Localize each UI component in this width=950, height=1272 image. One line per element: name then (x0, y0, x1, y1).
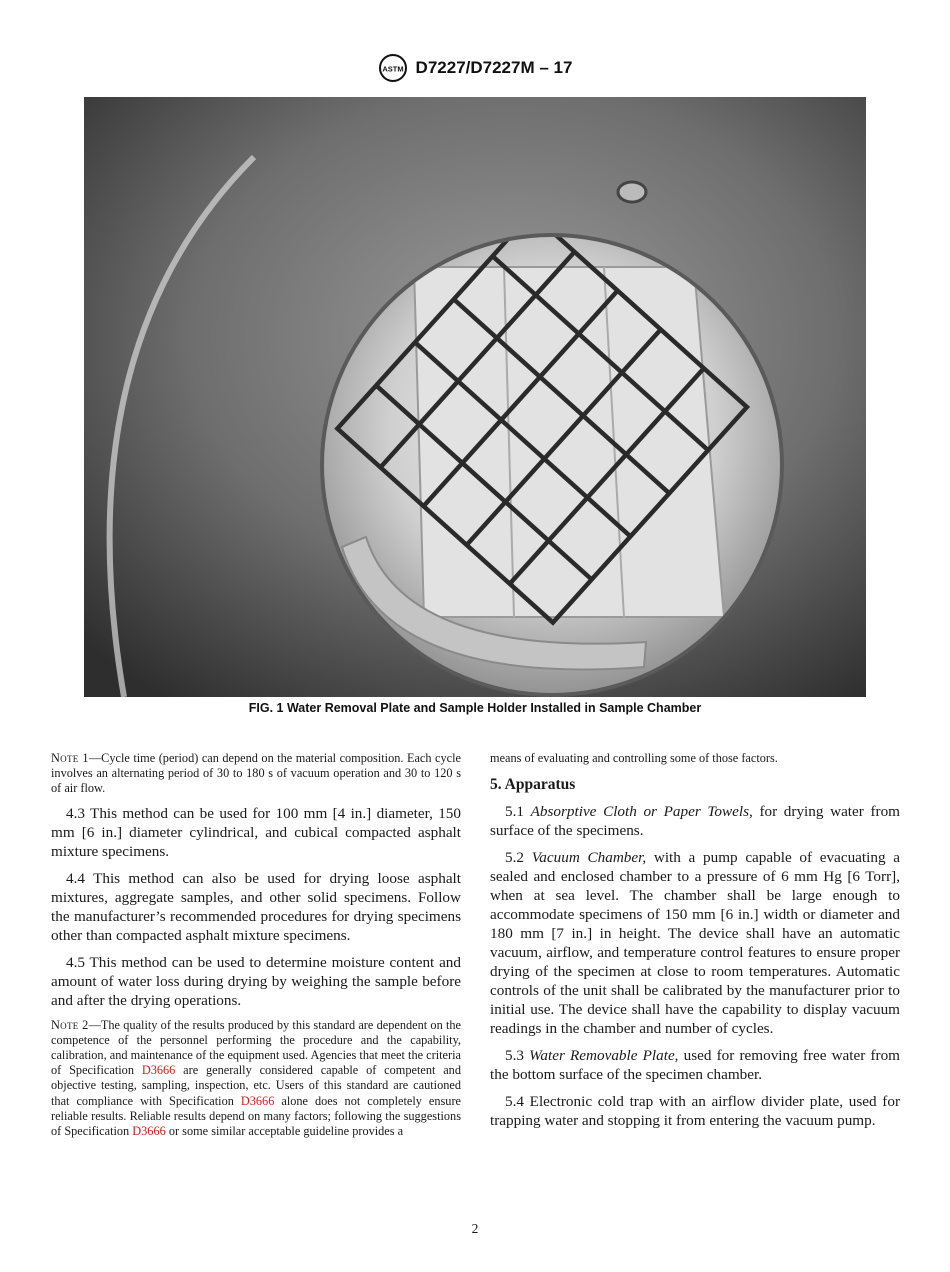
paragraph-5-2-text: with a pump capable of evacuating a sealed and enclosed chamber to a pressure of 6 mm Hg [6 Torr], when at sea level. The chamber shall be large enough to accommodate specimens of 150 mm [6 in.] width or diameter and 180 mm [7 in.] in height. The device shall have an automatic vacuum, airflow, and temperature control features to ensure proper drying of the specimen at close to room temperatures. Automatic controls of the unit shall be calibrated by the manufacturer prior to initial use. The device shall have the capability to display vacuum readings in the chamber and number of cycles. (490, 849, 900, 1038)
standard-designation: D7227/D7227M – 17 (415, 58, 573, 77)
paragraph-5-3-title: Water Removable Plate, (529, 1047, 679, 1065)
paragraph-4-5: 4.5 This method can be used to determine moisture content and amount of water loss during drying by weighing the sample before and after the drying operations. (51, 953, 461, 1009)
note-1 (51, 751, 461, 797)
paragraph-5-1-title: Absorptive Cloth or Paper Towels, (530, 803, 753, 821)
sample-chamber-photo (84, 97, 866, 697)
note-2-text-1: —The quality of the results produced by this standard are dependent on the competence of the personnel performing the procedure and the capability, calibration, and maintenance of the equipment used. Agencies that meet the criteria of Specification (51, 1017, 461, 1078)
astm-logo (378, 53, 408, 83)
reference-link-d3666[interactable]: D3666 (240, 1093, 275, 1108)
note-2-continued: means of evaluating and controlling some of those factors. (490, 751, 778, 765)
paragraph-5-3-text: used for removing free water from the bottom surface of the specimen chamber. (490, 1047, 900, 1084)
reference-link-d3666[interactable]: D3666 (141, 1063, 176, 1078)
paragraph-5-1-number: 5.1 (505, 803, 531, 821)
paragraph-5-2-title: Vacuum Chamber, (531, 849, 647, 867)
note-2-text-3: alone does not completely ensure reliable results. Reliable results depend on many factors; following the suggestions of Specification (51, 1093, 461, 1139)
paragraph-5-2 (490, 848, 900, 1038)
paragraph-5-3 (490, 1046, 900, 1084)
figure-caption: FIG. 1 Water Removal Plate and Sample Holder Installed in Sample Chamber (248, 701, 702, 715)
note-2-label: Note 2 (51, 1017, 89, 1032)
note-2-text-4: or some similar acceptable guideline provides a (165, 1124, 404, 1139)
paragraph-4-3: 4.3 This method can be used for 100 mm [4 in.] diameter, 150 mm [6 in.] diameter cylindrical, and cubical compacted asphalt mixture specimens. (51, 804, 461, 860)
left-column (51, 751, 461, 1146)
paragraph-4-4: 4.4 This method can also be used for drying loose asphalt mixtures, aggregate samples, and other solid specimens. Follow the manufacturer’s recommended procedures for drying specimens other than compacted asphalt mixture specimens. (51, 869, 461, 944)
paragraph-5-1 (490, 802, 900, 840)
note-1-label: Note 1 (51, 751, 89, 765)
note-2 (51, 1018, 461, 1140)
page-header (0, 53, 950, 83)
page-number: 2 (471, 1221, 479, 1236)
note-1-text: —Cycle time (period) can depend on the material composition. Each cycle involves an alternating period of 30 to 180 s of vacuum operation and 30 to 120 s of air flow. (51, 751, 461, 796)
paragraph-5-1-text: for drying water from surface of the specimens. (490, 803, 900, 840)
astm-logo-text: ASTM (381, 64, 404, 74)
reference-link-d3666[interactable]: D3666 (132, 1124, 166, 1139)
figure-photo (84, 97, 866, 697)
paragraph-5-2-number: 5.2 (505, 849, 532, 867)
paragraph-5-3-number: 5.3 (505, 1047, 530, 1065)
right-column (490, 751, 900, 1138)
paragraph-5-4: 5.4 Electronic cold trap with an airflow divider plate, used for trapping water and stopping it from entering the vacuum pump. (490, 1093, 900, 1130)
section-heading-apparatus: 5. Apparatus (490, 776, 576, 794)
note-2-text-2: are generally considered capable of competent and objective testing, sampling, inspection, etc. Users of this standard are cautioned that compliance with Specification (51, 1063, 461, 1108)
